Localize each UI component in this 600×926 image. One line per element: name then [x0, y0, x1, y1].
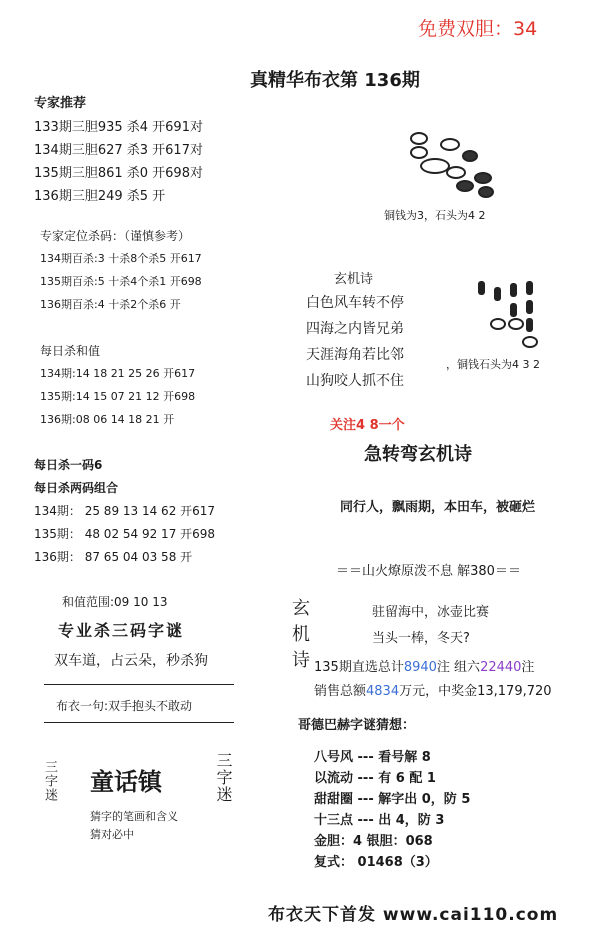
list-item: 135期:14 15 07 21 12 开698 — [40, 390, 196, 403]
turn-poem-title: 急转弯玄机诗 — [364, 444, 472, 465]
stone-icon — [510, 283, 517, 297]
sales-label: 注 — [521, 660, 535, 675]
coin-icon — [410, 146, 428, 159]
turn-poem-text: 同行人，飘雨期，本田车，被砸烂 — [340, 500, 536, 515]
stone-icon — [494, 287, 501, 301]
riddle-side-label-right: 三字迷 — [214, 752, 233, 803]
section-heading: 专家推荐 — [34, 96, 87, 111]
stone-icon — [510, 303, 517, 317]
coin-icon — [440, 138, 460, 151]
sales-label: 注 组六 — [436, 660, 481, 675]
sales-label: 万元，中奖金13,179,720 — [399, 684, 552, 699]
list-item: 134期:14 18 21 25 26 开617 — [40, 367, 196, 380]
goldbach-line: 十三点 --- 出 4，防 3 — [314, 813, 445, 828]
divider — [44, 684, 234, 685]
list-item: 136期： 87 65 04 03 58 开 — [34, 550, 193, 564]
group-six-value: 22440 — [480, 660, 522, 675]
coins-caption: 铜钱为3，石头为4 2 — [384, 209, 486, 222]
list-item: 136期:08 06 14 18 21 开 — [40, 413, 175, 426]
page-title: 真精华布衣第 136期 — [250, 70, 420, 91]
riddle-answer: 童话镇 — [90, 768, 162, 796]
free-double-banner: 免费双胆：34 — [418, 18, 538, 40]
section-heading: 每日杀和值 — [40, 344, 101, 358]
list-item: 135期三胆861 杀0 开698对 — [34, 166, 203, 181]
coin-icon — [508, 318, 524, 330]
xuanji-line: 驻留海中，冰壶比赛 — [372, 605, 490, 620]
pro-kill-riddle-text: 双车道，占云朵，秒杀狗 — [54, 653, 208, 669]
goldbach-line: 八号风 --- 看号解 8 — [314, 750, 431, 765]
buyi-sentence: 布衣一句:双手抱头不敢动 — [56, 699, 193, 713]
xuanji-side-label: 玄机诗 — [289, 598, 310, 676]
sales-line-1 — [314, 656, 534, 675]
footer-source: 布衣天下首发 www.cai110.com — [268, 905, 559, 925]
stone-icon — [526, 300, 533, 314]
riddle-hint: 猜字的笔画和含义 — [90, 810, 178, 823]
riddle-side-label-left: 三字迷 — [42, 760, 57, 802]
goldbach-line: 金胆：4 银胆：068 — [314, 834, 433, 849]
stone-icon — [456, 180, 474, 192]
sales-label: 135期直选总计 — [314, 660, 404, 675]
xuanji-line: 当头一棒，冬天? — [372, 631, 470, 646]
goldbach-line: 甜甜圈 --- 解字出 0，防 5 — [314, 792, 471, 807]
list-item: 134期三胆627 杀3 开617对 — [34, 143, 203, 158]
divider — [44, 722, 234, 723]
stone-icon — [462, 150, 478, 162]
poem-line: 山狗咬人抓不住 — [306, 373, 404, 389]
stone-icon — [526, 281, 533, 295]
goldbach-line: 以流动 --- 有 6 配 1 — [314, 771, 436, 786]
stone-icon — [478, 281, 485, 295]
sales-label: 销售总额 — [314, 684, 367, 699]
stone-icon — [526, 318, 533, 332]
goldbach-line: 复式： 01468（3） — [314, 855, 438, 870]
list-item: 136期三胆249 杀5 开 — [34, 189, 166, 204]
poem-line: 白色风车转不停 — [306, 295, 404, 311]
coins-caption-2: ，铜钱石头为4 3 2 — [446, 358, 540, 371]
mystic-poem-heading: 玄机诗 — [334, 272, 374, 287]
poem-line: 四海之内皆兄弟 — [306, 321, 404, 337]
fire-line: ＝＝山火燎原泼不息 解380＝＝ — [336, 564, 521, 579]
stone-icon — [478, 186, 494, 198]
focus-note: 关注4 8一个 — [330, 418, 405, 433]
list-item: 134期百杀:3 十杀8个杀5 开617 — [40, 252, 202, 265]
coin-icon — [490, 318, 506, 330]
section-heading: 每日杀一码6 — [34, 458, 103, 472]
pro-kill-riddle-title: 专业杀三码字谜 — [58, 621, 185, 640]
sales-total-value: 4834 — [366, 684, 400, 699]
poem-line: 天涯海角若比邻 — [306, 347, 404, 363]
sales-line-2 — [314, 680, 552, 699]
section-heading: 专家定位杀码：（谨慎参考） — [40, 229, 191, 243]
stone-icon — [474, 172, 492, 184]
sum-range: 和值范围:09 10 13 — [62, 595, 168, 609]
coin-icon — [522, 336, 538, 348]
list-item: 135期百杀:5 十杀4个杀1 开698 — [40, 275, 202, 288]
list-item: 134期： 25 89 13 14 62 开617 — [34, 504, 216, 518]
section-heading: 每日杀两码组合 — [34, 481, 119, 495]
coin-icon — [446, 166, 466, 179]
list-item: 135期： 48 02 54 92 17 开698 — [34, 527, 216, 541]
riddle-hint: 猜对必中 — [90, 828, 134, 841]
list-item: 133期三胆935 杀4 开691对 — [34, 120, 203, 135]
coin-icon — [410, 132, 428, 145]
goldbach-heading: 哥德巴赫字谜猜想： — [298, 718, 416, 733]
direct-total-value: 8940 — [403, 660, 437, 675]
list-item: 136期百杀:4 十杀2个杀6 开 — [40, 298, 181, 311]
